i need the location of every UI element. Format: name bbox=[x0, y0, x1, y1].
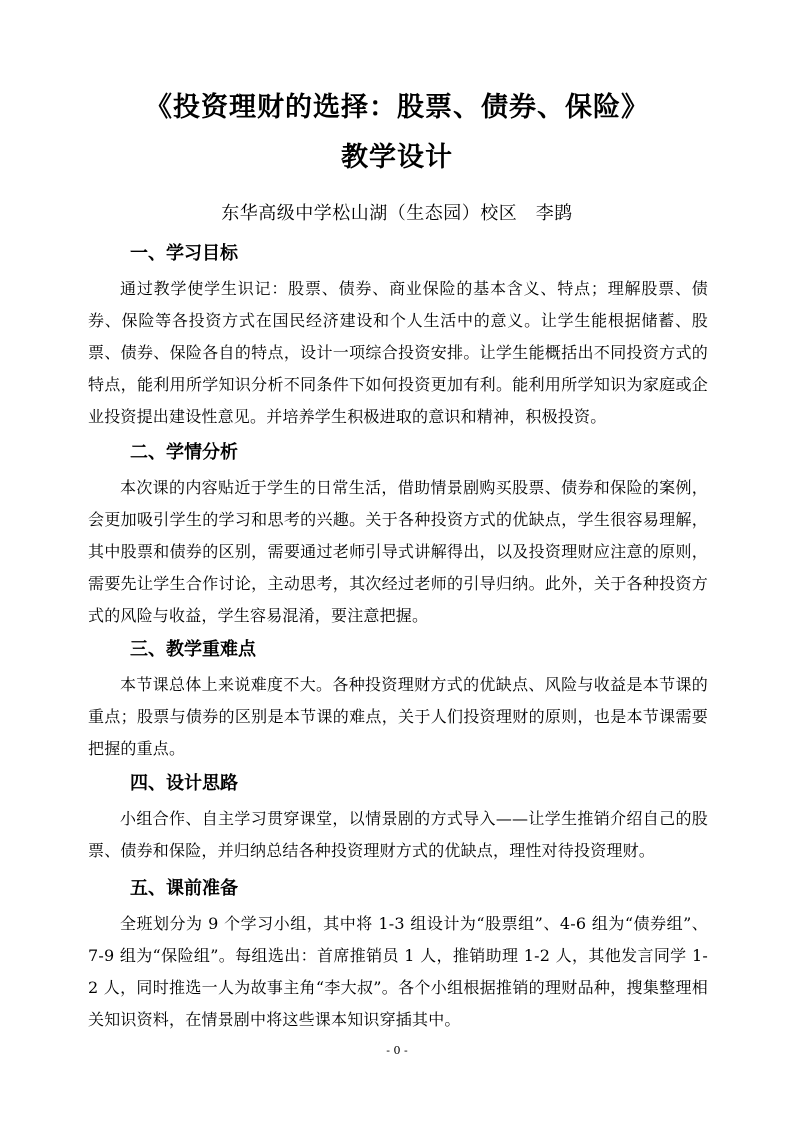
section-heading-key-points: 三、教学重难点 bbox=[130, 639, 256, 660]
document-title: 《投资理财的选择：股票、债券、保险》 bbox=[145, 92, 649, 123]
section-heading-learning-goals: 一、学习目标 bbox=[130, 243, 238, 264]
section-paragraph-key-points: 本节课总体上来说难度不大。各种投资理财方式的优缺点、风险与收益是本节课的重点；股票与债券的区别是本节课的难点，关于人们投资理财的原则，也是本节课需要把握的重点。 bbox=[88, 675, 708, 758]
section-paragraph-learning-goals: 通过教学使学生识记：股票、债券、商业保险的基本含义、特点；理解股票、债券、保险等各投资方式在国民经济建设和个人生活中的意义。让学生能根据储蓄、股票、债券、保险各自的特点，设计一项综合投资安排。让学生能概括出不同投资方式的特点，能利用所学知识分析不同条件下如何投资更加有利。能利用所学知识为家庭或企业投资提出建设性意见。并培养学生积极进取的意识和精神，积极投资。 bbox=[88, 279, 708, 426]
author-line: 东华高级中学松山湖（生态园）校区 李鹍 bbox=[221, 203, 573, 224]
section-paragraph-design-idea: 小组合作、自主学习贯穿课堂，以情景剧的方式导入——让学生推销介绍自己的股票、债券和保险，并归纳总结各种投资理财方式的优缺点，理性对待投资理财。 bbox=[88, 809, 708, 860]
page-number: - 0 - bbox=[386, 1044, 408, 1057]
section-heading-design-idea: 四、设计思路 bbox=[130, 773, 238, 794]
document-subtitle: 教学设计 bbox=[341, 142, 453, 173]
section-heading-preparation: 五、课前准备 bbox=[130, 878, 238, 899]
section-paragraph-preparation: 全班划分为 9 个学习小组，其中将 1-3 组设计为“股票组”、4-6 组为“债券组”、7-9 组为“保险组”。每组选出：首席推销员 1 人，推销助理 1-2 人，其他发言同学 1-2 人，同时推选一人为故事主角“李大叔”。各个小组根据推销的理财品种，搜集整理相关知识资料，在情景剧中将这些课本知识穿插其中。 bbox=[88, 914, 708, 1029]
section-paragraph-student-analysis: 本次课的内容贴近于学生的日常生活，借助情景剧购买股票、债券和保险的案例，会更加吸引学生的学习和思考的兴趣。关于各种投资方式的优缺点，学生很容易理解，其中股票和债券的区别，需要通过老师引导式讲解得出，以及投资理财应注意的原则，需要先让学生合作讨论，主动思考，其次经过老师的引导归纳。此外，关于各种投资方式的风险与收益，学生容易混淆，要注意把握。 bbox=[88, 478, 708, 625]
section-heading-student-analysis: 二、学情分析 bbox=[130, 442, 238, 463]
